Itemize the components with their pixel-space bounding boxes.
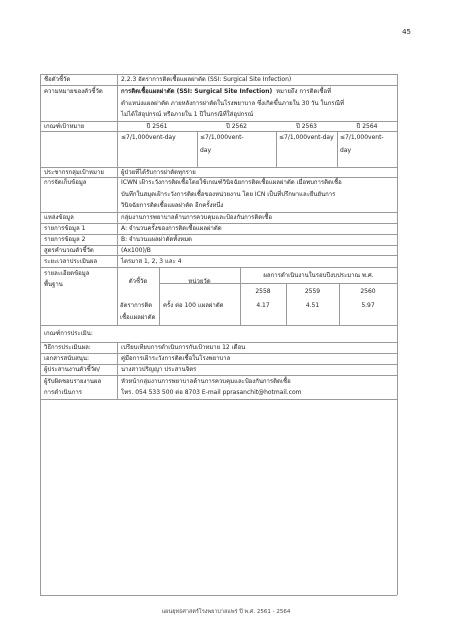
target-year-2564: ปี 2564 <box>356 123 378 130</box>
baseline-label-line1: รายละเอียดข้อมูล <box>44 270 90 277</box>
baseline-label-line2: พื้นฐาน <box>44 281 63 288</box>
collection-line3: วินิจฉัยการติดเชื้อแผลผ่าตัด อีกครั้งหนึ่ง <box>121 202 224 209</box>
period-label: ระยะเวลาประเมินผล <box>44 258 98 265</box>
baseline-col-indicator: ตัวชี้วัด <box>128 278 148 285</box>
formula-label: สูตรคำนวณตัวชี้วัด <box>44 247 94 254</box>
source-value: กลุ่มงานการพยาบาลด้านการควบคุมและป้องกันการติดเชื้อ <box>121 214 272 221</box>
owner-label: ผู้ประสานงานตัวชี้วัด/ <box>44 366 100 373</box>
baseline-col-results: ผลการดำเนินงานในรอบปีงบประมาณ พ.ศ. <box>263 272 374 279</box>
reporter-line1: หัวหน้ากลุ่มงานการพยาบาลด้านการควบคุมและป้องกันการติดเชื้อ <box>121 378 291 385</box>
reporter-label-line2: การดำเนินการ <box>44 389 82 396</box>
evaluation-method-label: วิธีการประเมินผล: <box>44 344 91 351</box>
evaluation-criteria-label: เกณฑ์การประเมิน: <box>44 330 93 337</box>
indicator-name-label: ชื่อตัวชี้วัด <box>44 76 71 83</box>
target-value-2564-line1: ≤7/1,000vent- <box>340 134 384 141</box>
baseline-year-2560: 2560 <box>360 288 376 295</box>
collection-line1: ICWN เฝ้าระวังการติดเชื้อโดยใช้เกณฑ์วินิจฉัยการติดเชื้อแผลผ่าตัด เมื่อพบการติดเชื้อ <box>121 179 342 186</box>
definition-term: การติดเชื้อแผลผ่าตัด (SSI: Surgical Site Infection) <box>121 88 273 95</box>
baseline-value-2558: 4.17 <box>256 302 270 309</box>
evaluation-method-value: เปรียบเทียบการดำเนินการกับเป้าหมาย 12 เดือน <box>121 344 246 351</box>
baseline-year-2559: 2559 <box>304 288 321 295</box>
data2-value: B: จำนวนแผลผ่าตัดทั้งหมด <box>121 236 192 243</box>
population-label: ประชากรกลุ่มเป้าหมาย <box>44 169 104 176</box>
target-year-2561: ปี 2561 <box>146 123 168 130</box>
source-label: แหล่งข้อมูล <box>44 214 74 221</box>
target-value-2562-line2: day <box>200 147 212 154</box>
baseline-row-unit: ครั้ง ต่อ 100 แผลผ่าตัด <box>163 302 224 309</box>
data1-label: รายการข้อมูล 1 <box>44 225 86 232</box>
definition-line2: ตำแหน่งแผลผ่าตัด ภายหลังการผ่าตัดในโรงพยาบาล ซึ่งเกิดขึ้นภายใน 30 วัน ในกรณีที่ <box>121 100 344 107</box>
target-year-2563: ปี 2563 <box>296 123 317 130</box>
target-year-2562: ปี 2562 <box>226 123 247 130</box>
definition-line3: ไม่ได้ใส่อุปกรณ์ หรือภายใน 1 ปีในกรณีที่ใส่อุปกรณ์ <box>121 111 254 118</box>
page-number: 45 <box>402 28 411 36</box>
baseline-col-unit: หน่วยวัด <box>188 278 211 285</box>
definition-line1 <box>121 86 331 97</box>
target-value-2561: ≤7/1,000vent-day <box>121 134 176 141</box>
support-docs-label: เอกสารสนับสนุน: <box>44 355 89 362</box>
data2-label: รายการข้อมูล 2 <box>44 236 86 243</box>
definition-label: ความหมายของตัวชี้วัด <box>44 88 103 95</box>
reporter-line2: โทร. 054 533 500 ต่อ 8703 E-mail pprasanchit@hotmail.com <box>121 389 302 396</box>
target-value-2563: ≤7/1,000vent-day <box>279 134 334 141</box>
baseline-row-indicator-line1: อัตราการติด <box>120 302 153 309</box>
reporter-label-line1: ผู้รับผิดชอบรายงานผล <box>44 378 102 385</box>
baseline-row-indicator-line2: เชื้อแผลผ่าตัด <box>120 314 156 321</box>
target-value-2564-line2: day <box>340 147 352 154</box>
baseline-year-2558: 2558 <box>255 288 271 295</box>
baseline-value-2559: 4.51 <box>305 302 320 309</box>
definition-line1-rest: หมายถึง การติดเชื้อที่ <box>276 88 332 95</box>
collection-line2: บันทึกในสมุดเฝ้าระวังการติดเชื้อของหน่วยงาน โดย ICN เป็นที่ปรึกษาและยืนยันการ <box>121 191 336 198</box>
baseline-value-2560: 5.97 <box>361 302 375 309</box>
target-value-2562-line1: ≤7/1,000vent- <box>200 134 244 141</box>
page-footer: แผนยุทธศาสตร์โรงพยาบาลแพร่ ปี พ.ศ. 2561 - 2564 <box>161 609 291 615</box>
support-docs-value: คู่มือการเฝ้าระวังการติดเชื้อในโรงพยาบาล <box>121 355 231 362</box>
formula-value: (Ax100)/B <box>121 247 151 254</box>
indicator-name-value: 2.2.3 อัตราการติดเชื้อแผลผ่าตัด (SSI: Surgical Site Infection) <box>121 76 292 83</box>
collection-label: การจัดเก็บข้อมูล <box>44 179 87 186</box>
period-value: ไตรมาส 1, 2, 3 และ 4 <box>121 258 182 265</box>
owner-value: นางสาวปริญญา ประสานจิตร <box>121 366 197 373</box>
population-value: ผู้ป่วยที่ได้รับการผ่าตัดทุกราย <box>121 169 196 176</box>
target-label: เกณฑ์เป้าหมาย <box>44 123 85 130</box>
data1-value: A: จำนวนครั้งของการติดเชื้อแผลผ่าตัด <box>121 225 222 232</box>
indicator-table <box>40 0 397 640</box>
